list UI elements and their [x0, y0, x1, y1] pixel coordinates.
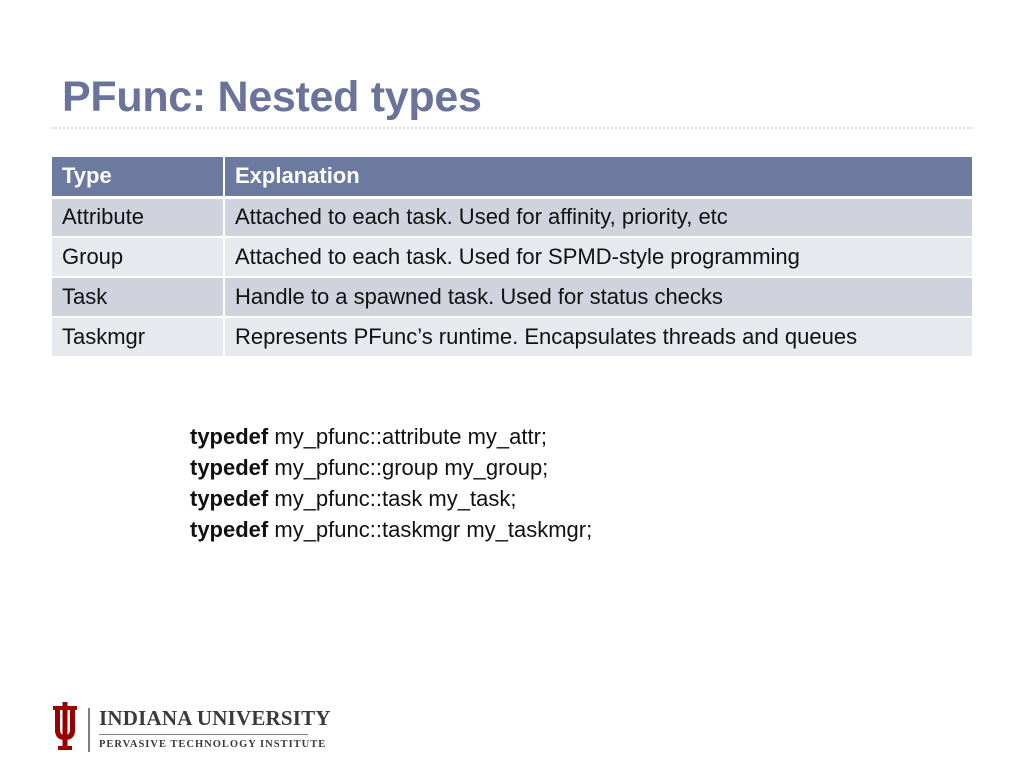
type-cell: Group	[52, 237, 224, 277]
table-row	[52, 317, 972, 357]
typedef-declaration: my_pfunc::attribute my_attr;	[268, 424, 548, 449]
type-cell: Taskmgr	[52, 317, 224, 357]
typedef-keyword: typedef	[190, 455, 269, 480]
header-cell-type: Type	[52, 157, 224, 197]
explanation-cell: Handle to a spawned task. Used for status checks	[224, 277, 972, 317]
indiana-university-logo	[50, 702, 331, 758]
code-line	[190, 514, 592, 545]
logo-divider	[88, 708, 90, 752]
typedef-keyword: typedef	[190, 517, 269, 542]
typedef-keyword: typedef	[190, 486, 269, 511]
nested-types-table	[52, 157, 972, 358]
code-line	[190, 483, 592, 514]
table-header-row	[52, 157, 972, 197]
header-cell-explanation: Explanation	[224, 157, 972, 197]
iu-trident-icon	[50, 702, 80, 754]
typedef-keyword: typedef	[190, 424, 269, 449]
logo-subrule	[99, 734, 308, 735]
typedef-code-block	[190, 421, 592, 545]
table-row	[52, 277, 972, 317]
code-line	[190, 452, 592, 483]
institute-name: PERVASIVE TECHNOLOGY INSTITUTE	[99, 739, 327, 750]
title-divider	[52, 127, 972, 129]
table-row	[52, 237, 972, 277]
typedef-declaration: my_pfunc::task my_task;	[268, 486, 517, 511]
explanation-cell: Attached to each task. Used for affinity, priority, etc	[224, 197, 972, 237]
code-line	[190, 421, 592, 452]
university-name: INDIANA UNIVERSITY	[99, 706, 331, 730]
typedef-declaration: my_pfunc::taskmgr my_taskmgr;	[268, 517, 593, 542]
typedef-declaration: my_pfunc::group my_group;	[268, 455, 549, 480]
type-cell: Attribute	[52, 197, 224, 237]
type-cell: Task	[52, 277, 224, 317]
table-row	[52, 197, 972, 237]
explanation-cell: Attached to each task. Used for SPMD-style programming	[224, 237, 972, 277]
slide-title: PFunc: Nested types	[62, 73, 482, 121]
explanation-cell: Represents PFunc’s runtime. Encapsulates threads and queues	[224, 317, 972, 357]
